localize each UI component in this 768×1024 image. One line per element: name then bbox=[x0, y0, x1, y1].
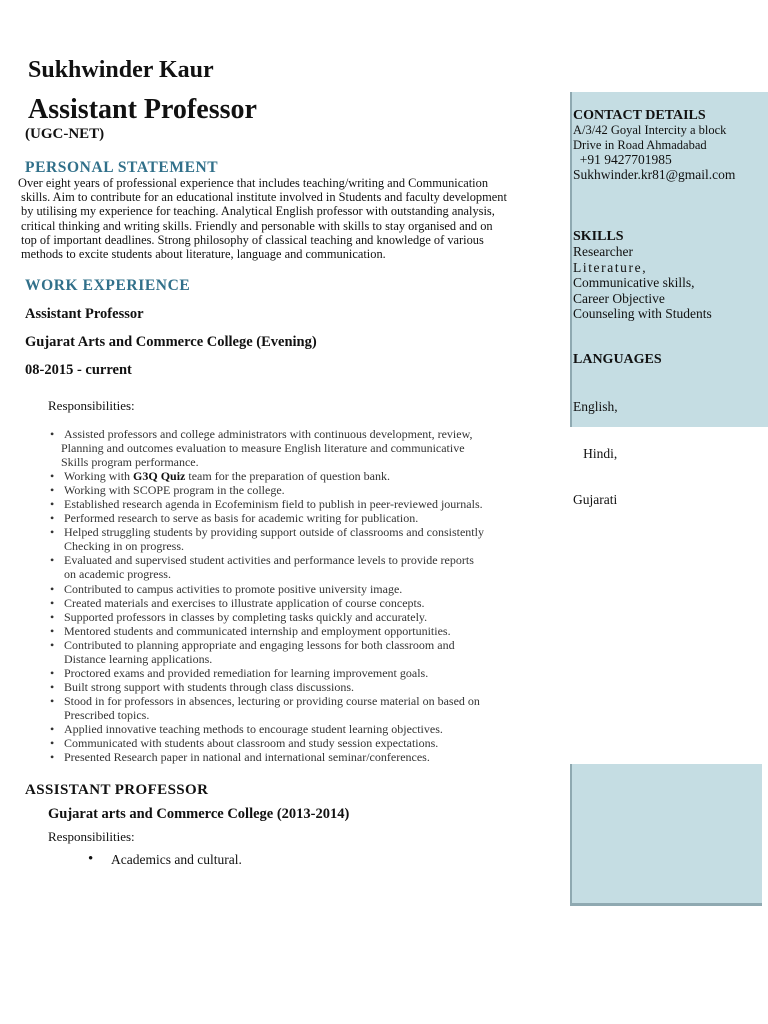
statement-line: Over eight years of professional experience that includes teaching/writing and Communication bbox=[18, 176, 489, 190]
skill-item: Literature, bbox=[573, 259, 648, 275]
list-item-line: • Applied innovative teaching methods to encourage student learning objectives. bbox=[64, 721, 443, 736]
list-item-line: • Communicated with students about classroom and study session expectations. bbox=[64, 736, 439, 751]
job2-organization: Gujarat arts and Commerce College (2013-2014) bbox=[48, 806, 350, 822]
list-item bbox=[48, 469, 528, 483]
job2-heading: ASSISTANT PROFESSOR bbox=[25, 782, 209, 798]
list-item bbox=[48, 624, 528, 638]
list-item-line: • Presented Research paper in national and international seminar/conferences. bbox=[64, 750, 430, 765]
list-item bbox=[48, 596, 528, 610]
list-item-line: Distance learning applications. bbox=[64, 651, 213, 666]
candidate-name: Sukhwinder Kaur bbox=[28, 57, 214, 83]
list-item-line: • Helped struggling students by providing support outside of classrooms and consistently bbox=[64, 525, 484, 540]
job2-responsibilities-label: Responsibilities: bbox=[48, 829, 135, 844]
skill-item: Communicative skills, bbox=[573, 275, 695, 290]
contact-email: Sukhwinder.kr81@gmail.com bbox=[573, 167, 736, 182]
list-item-line: • Working with SCOPE program in the college. bbox=[64, 483, 285, 498]
personal-statement-heading: PERSONAL STATEMENT bbox=[25, 159, 219, 176]
skill-item: Career Objective bbox=[573, 290, 665, 306]
list-item-line: • Supported professors in classes by completing tasks quickly and accurately. bbox=[64, 609, 428, 624]
contact-heading: CONTACT DETAILS bbox=[573, 108, 706, 123]
contact-address bbox=[573, 123, 726, 152]
job1-responsibilities-label: Responsibilities: bbox=[48, 398, 135, 413]
language-item: Hindi, bbox=[573, 445, 618, 461]
list-item-line: Checking in on progress. bbox=[64, 539, 184, 554]
list-item-line: • Mentored students and communicated internship and employment opportunities. bbox=[64, 623, 451, 638]
list-item-line: • Working with G3Q Quiz team for the preparation of question bank. bbox=[64, 469, 390, 484]
list-item-line: • Created materials and exercises to illustrate application of course concepts. bbox=[64, 595, 425, 610]
list-item: • Academics and cultural. bbox=[88, 852, 242, 868]
list-item-line: • Assisted professors and college administrators with continuous development, review, bbox=[64, 427, 473, 441]
list-item bbox=[48, 638, 528, 666]
statement-line: methods to excite students about literature, language and communication. bbox=[21, 247, 386, 262]
list-item bbox=[48, 553, 528, 581]
list-item-line: • Evaluated and supervised student activities and performance levels to provide reports bbox=[64, 553, 474, 568]
job1-responsibilities-list bbox=[48, 427, 528, 764]
list-item-line: • Contributed to campus activities to promote positive university image. bbox=[64, 581, 403, 596]
list-item bbox=[48, 666, 528, 680]
statement-line: skills. Aim to contribute for an educational institute involved in Students and faculty development bbox=[21, 190, 507, 205]
list-item bbox=[48, 680, 528, 694]
list-item bbox=[48, 483, 528, 497]
list-item bbox=[48, 497, 528, 511]
list-item-line: • Built strong support with students through class discussions. bbox=[64, 679, 355, 694]
statement-line: top of important deadlines. Strong philosophy of classical teaching and knowledge of various bbox=[21, 232, 484, 247]
skills-heading: SKILLS bbox=[573, 229, 624, 244]
list-item bbox=[48, 736, 528, 750]
statement-line: by utilising my experience for teaching. Analytical English professor with outstanding analysis, bbox=[21, 204, 495, 219]
list-item bbox=[48, 582, 528, 596]
language-item: Gujarati bbox=[573, 492, 618, 507]
address-line: Drive in Road Ahmadabad bbox=[573, 137, 707, 152]
list-item-line: • Contributed to planning appropriate and engaging lessons for both classroom and bbox=[64, 637, 455, 652]
list-item-line: • Proctored exams and provided remediation for learning improvement goals. bbox=[64, 665, 429, 680]
list-item-line: on academic progress. bbox=[64, 567, 171, 582]
sidebar-panel-lower bbox=[570, 764, 762, 906]
list-item-line: • Stood in for professors in absences, lecturing or providing course material on based on bbox=[64, 693, 480, 708]
skill-item: Counseling with Students bbox=[573, 306, 712, 321]
list-item bbox=[48, 694, 528, 722]
list-item bbox=[48, 750, 528, 764]
list-item-line: Prescribed topics. bbox=[64, 707, 150, 722]
list-item-line: • Established research agenda in Ecofeminism field to publish in peer-reviewed journals. bbox=[64, 497, 483, 512]
job1-title: Assistant Professor bbox=[25, 306, 144, 322]
languages-list bbox=[573, 368, 618, 523]
address-line: A/3/42 Goyal Intercity a block bbox=[573, 123, 727, 137]
job1-dates: 08-2015 - current bbox=[25, 362, 132, 378]
list-item bbox=[48, 511, 528, 525]
language-item: English, bbox=[573, 399, 618, 414]
job1-organization: Gujarat Arts and Commerce College (Evening) bbox=[25, 334, 317, 350]
list-item bbox=[48, 427, 528, 469]
list-item bbox=[48, 610, 528, 624]
personal-statement-text bbox=[18, 176, 538, 261]
list-item-line: Skills program performance. bbox=[61, 455, 199, 470]
contact-phone: +91 9427701985 bbox=[573, 152, 672, 167]
job-title: Assistant Professor bbox=[28, 94, 257, 125]
list-item bbox=[48, 722, 528, 736]
statement-line: critical thinking and writing skills. Friendly and personable with skills to stay organised and on bbox=[21, 218, 493, 233]
qualification: (UGC-NET) bbox=[25, 126, 105, 142]
skills-list bbox=[573, 244, 712, 322]
list-item bbox=[48, 525, 528, 553]
work-experience-heading: WORK EXPERIENCE bbox=[25, 277, 191, 294]
skill-item: Researcher bbox=[573, 244, 633, 259]
job2-responsibilities-list bbox=[88, 852, 242, 868]
list-item-line: • Performed research to serve as basis for academic writing for publication. bbox=[64, 511, 419, 526]
languages-heading: LANGUAGES bbox=[573, 352, 662, 367]
list-item-line: Planning and outcomes evaluation to measure English literature and communicative bbox=[61, 441, 465, 456]
